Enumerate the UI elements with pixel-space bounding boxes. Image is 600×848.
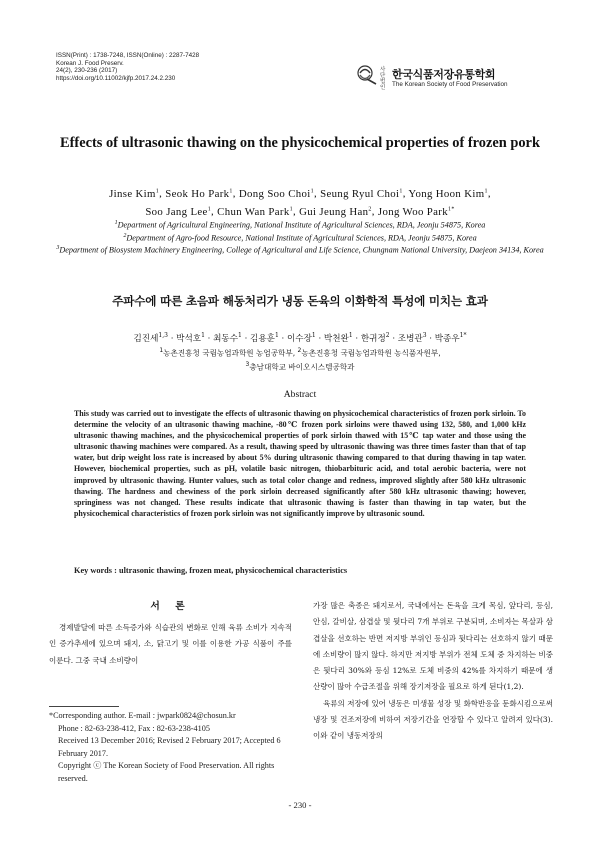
korean-affil-line2: $^3$충남대학교 바이오시스템공학과 <box>245 361 355 372</box>
author-name: Soo Jang Lee$^1$ <box>145 205 212 218</box>
korean-author-name: 김진세$^{1,3}$ <box>133 332 168 344</box>
author-name: Seok Ho Park$^1$ <box>165 187 233 200</box>
korean-affiliations <box>60 345 540 373</box>
keywords-list: ultrasonic thawing, frozen meat, physicochemical characteristics <box>118 566 348 575</box>
paper-title: Effects of ultrasonic thawing on the physicochemical properties of frozen pork <box>60 135 540 151</box>
abstract-text: This study was carried out to investigate the effects of ultrasonic thawing on physicochemical characteristics of frozen pork sirloin. To determine the velocity of an ultrasonic thawing machine, -80℃ frozen pork sirloins were thawed using 132, 580, and 1,000 kHz ultrasonic thawing machines, and the physicochemical properties of pork sirloin thawed with 15℃ tap water and those using the ultrasonic thawing machines were compared. As a result, thawing speed by ultrasonic thawing was three times faster than that of tap water, but drip weight loss rate is increased by about 5% during ultrasonic thawing compared to that during thawing in tap water. However, biochemical properties, such as pH, volatile basic nitrogen, thiobarbituric acid, and total aerobic bacteria, were not improved by ultrasonic thawing. Hunter values, such as total color change and redness, improved slightly after 580 kHz ultrasonic thawing. The hardness and chewiness of the pork sirloin decreased significantly after 580 kHz ultrasonic thawing; however, springiness was not changed. These results indicate that ultrasonic thawing is faster than thawing in tap water, but the physicochemical characteristics of frozen pork sirloin was not significantly improve by ultrasonic sound. <box>74 409 526 518</box>
society-name-korean: 한국식품저장유통학회 <box>392 68 496 81</box>
corresponding-author: *Corresponding author. E-mail : jwpark0824@chosun.kr <box>49 711 236 720</box>
page-number: - 230 - <box>288 800 312 810</box>
footnote-divider <box>49 706 119 707</box>
right-column <box>313 598 553 745</box>
affiliation: $^1$Department of Agricultural Engineering, National Institute of Agricultural Sciences, RDA, Jeonju 54875, Korea <box>114 220 486 230</box>
affiliation: $^2$Department of Agro-food Resource, National Institute of Agricultural Sciences, RDA, Jeonju 54875, Korea <box>123 232 477 243</box>
received-dates: Received 13 December 2016; Revised 2 February 2017; Accepted 6 February 2017. <box>58 736 281 758</box>
society-tag: 사단 법인 <box>380 67 386 91</box>
affiliation-list <box>44 218 556 256</box>
body-paragraph-1: 가장 많은 축종은 돼지로서, 국내에서는 돈육을 크게 목심, 앞다리, 등심, 안심, 갈비살, 삼겹살 및 뒷다리 7개 부위로 구분되며, 소비자는 목살과 삼겹살을 선호하는 반면 저지방 부위인 등심과 뒷다리는 선호하지 않기 때문에 소비량이 많지 않다. 하지만 저지방 부위가 전체 도체 중 차지하는 비중은 뒷다리 30%와 등심 12%로 도체 비중의 42%를 차지하기 때문에 생산량이 많아 수급조절을 위해 장기저장을 필요로 하게 된다(1,2). <box>313 601 553 692</box>
korean-author-name: 이수장$^1$ <box>286 332 316 344</box>
issn-line: ISSN(Print) : 1738-7248, ISSN(Online) : 2287-7428 <box>56 52 200 59</box>
copyright: Copyright ⓒ The Korean Society of Food Preservation. All rights reserved. <box>58 761 275 783</box>
author-name: Dong Soo Choi$^1$ <box>238 187 314 200</box>
korean-author-list: 김진세$^{1,3}$ · 박석호$^1$ · 최동수$^1$ · 김용훈$^1$ · 이수장$^1$ · 박천완$^1$ · 한귀정$^2$ · 조병관$^3$ · 박종우$^{1*}$ <box>133 332 467 344</box>
contact-phone: Phone : 82-63-238-412, Fax : 82-63-238-4105 <box>58 723 210 733</box>
body-paragraph-2: 육류의 저장에 있어 냉동은 미생물 성장 및 화학반응을 둔화시킴으로써 냉장 및 건조저장에 비하여 저장기간을 연장할 수 있다고 알려져 있다(3). 이와 같이 냉동저장의 <box>313 698 553 741</box>
korean-author-name: 조병관$^3$ <box>397 332 427 344</box>
korean-author-name: 박천완$^1$ <box>323 332 353 344</box>
doi-link[interactable]: https://doi.org/10.11002/kjfp.2017.24.2.230 <box>56 74 176 82</box>
keywords <box>74 566 526 575</box>
author-name: Jong Woo Park$^{1*}$ <box>377 205 455 218</box>
author-name: Gui Jeung Han$^2$ <box>299 205 372 218</box>
keywords-label: Key words : <box>74 566 117 575</box>
korean-affil-line1: $^1$농촌진흥청 국립농업과학원 농업공학부, $^2$농촌진흥청 국립농업과학원 농식품자원부, <box>159 347 441 358</box>
korean-author-name: 김용훈$^1$ <box>250 332 279 344</box>
korean-title: 주파수에 따른 초음파 해동처리가 냉동 돈육의 이화학적 특성에 미치는 효과 <box>112 294 488 308</box>
korean-author-name: 박석호$^1$ <box>176 332 205 344</box>
footnotes <box>49 710 295 786</box>
author-name: Yong Hoon Kim$^1$ <box>408 187 488 200</box>
society-logo <box>350 64 550 94</box>
society-emblem-icon <box>356 64 378 86</box>
journal-meta <box>56 52 296 82</box>
author-list: Jinse Kim$^1$, Seok Ho Park$^1$, Dong Soo Choi$^1$, Seung Ryul Choi$^1$, Yong Hoon Kim$^1$, Soo Jang Lee$^1$, Chun Wan Park$^1$, Gui Jeung Han$^2$, Jong Woo Park$^{1*}$ <box>109 187 491 218</box>
affiliation: $^3$Department of Biosystem Machinery Engineering, College of Agricultural and Life Science, Chungnam National University, Daejeon 34134, Korea <box>56 245 544 256</box>
korean-author-name: 최동수$^1$ <box>213 332 242 344</box>
korean-author-name: 한귀정$^2$ <box>360 332 390 344</box>
abstract-heading: Abstract <box>283 389 317 400</box>
author-name: Chun Wan Park$^1$ <box>217 205 293 218</box>
author-name: Jinse Kim$^1$ <box>109 187 160 200</box>
intro-paragraph: 경제발달에 따른 소득증가와 식습관의 변화로 인해 육류 소비가 지속적인 증가추세에 있으며 돼지, 소, 닭고기 및 이를 이용한 가공 식품이 주를 이룬다. 그중 국내 소비량이 <box>49 623 292 665</box>
journal-name: Korean J. Food Preserv. <box>56 59 124 67</box>
author-name: Seung Ryul Choi$^1$ <box>320 187 403 200</box>
society-name-english: The Korean Society of Food Preservation <box>392 81 508 88</box>
volume-line: 24(2), 230-236 (2017) <box>56 67 118 75</box>
left-column <box>49 598 292 669</box>
introduction-heading: 서 론 <box>150 601 191 612</box>
korean-author-name: 박종우$^{1*}$ <box>434 332 467 344</box>
